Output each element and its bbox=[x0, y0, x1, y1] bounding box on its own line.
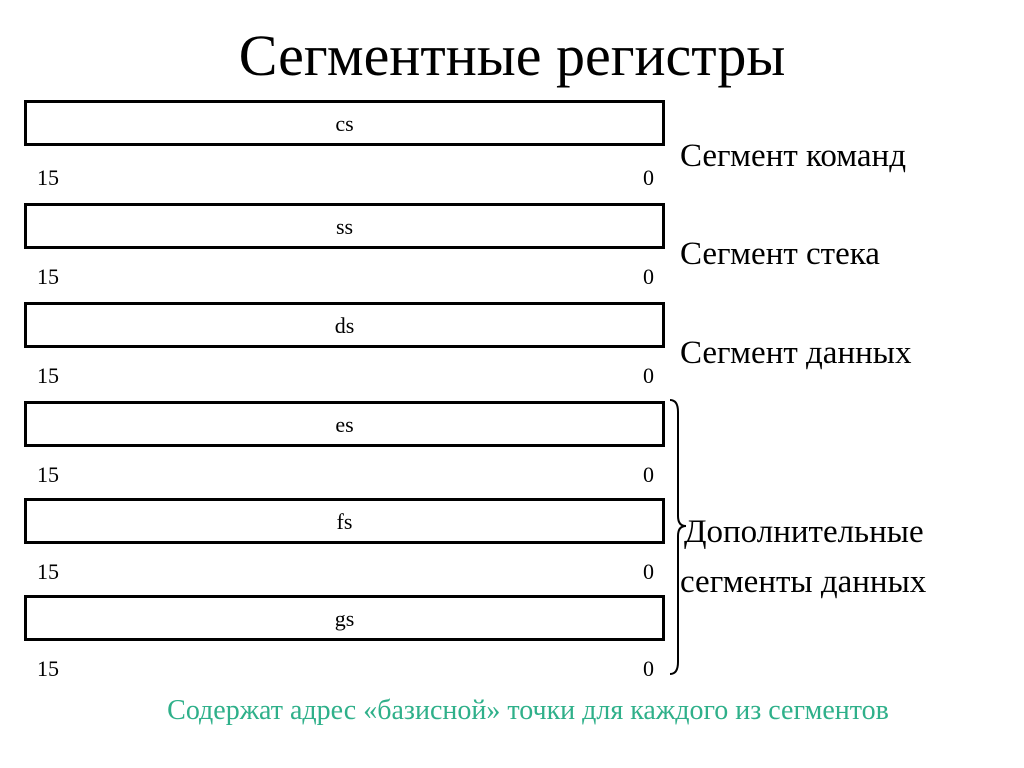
register-name: es bbox=[335, 412, 354, 437]
register-box-es bbox=[24, 401, 665, 447]
bit-label-low: 0 bbox=[643, 165, 654, 190]
register-name: fs bbox=[336, 509, 353, 534]
bit-label-high: 15 bbox=[37, 462, 59, 487]
bit-label-high: 15 bbox=[37, 165, 59, 190]
bit-label-high: 15 bbox=[37, 363, 59, 388]
register-box-gs bbox=[24, 595, 665, 641]
footer-note: Содержат адрес «базисной» точки для каждого из сегментов bbox=[167, 695, 889, 726]
bit-label-low: 0 bbox=[643, 559, 654, 584]
extra-segments-line2: сегменты данных bbox=[680, 563, 927, 600]
bit-label-high: 15 bbox=[37, 656, 59, 681]
slide-title: Сегментные регистры bbox=[238, 23, 786, 88]
segment-label-stack: Сегмент стека bbox=[680, 236, 880, 272]
bit-label-low: 0 bbox=[643, 363, 654, 388]
register-box-cs bbox=[24, 100, 665, 146]
bit-label-high: 15 bbox=[37, 559, 59, 584]
register-name: ss bbox=[335, 214, 354, 239]
register-name: cs bbox=[335, 111, 354, 136]
register-box-ss bbox=[24, 203, 665, 249]
register-box-ds bbox=[24, 302, 665, 348]
bit-label-low: 0 bbox=[643, 462, 654, 487]
bit-label-low: 0 bbox=[643, 264, 654, 289]
segment-label-data: Сегмент данных bbox=[680, 335, 912, 371]
bit-label-high: 15 bbox=[37, 264, 59, 289]
register-name: gs bbox=[334, 606, 355, 631]
bit-label-low: 0 bbox=[643, 656, 654, 681]
extra-segments-line1: Дополнительные bbox=[684, 514, 924, 550]
register-box-fs bbox=[24, 498, 665, 544]
extra-segments-label bbox=[680, 508, 927, 607]
register-name: ds bbox=[334, 313, 355, 338]
segment-label-code: Сегмент команд bbox=[680, 138, 907, 174]
